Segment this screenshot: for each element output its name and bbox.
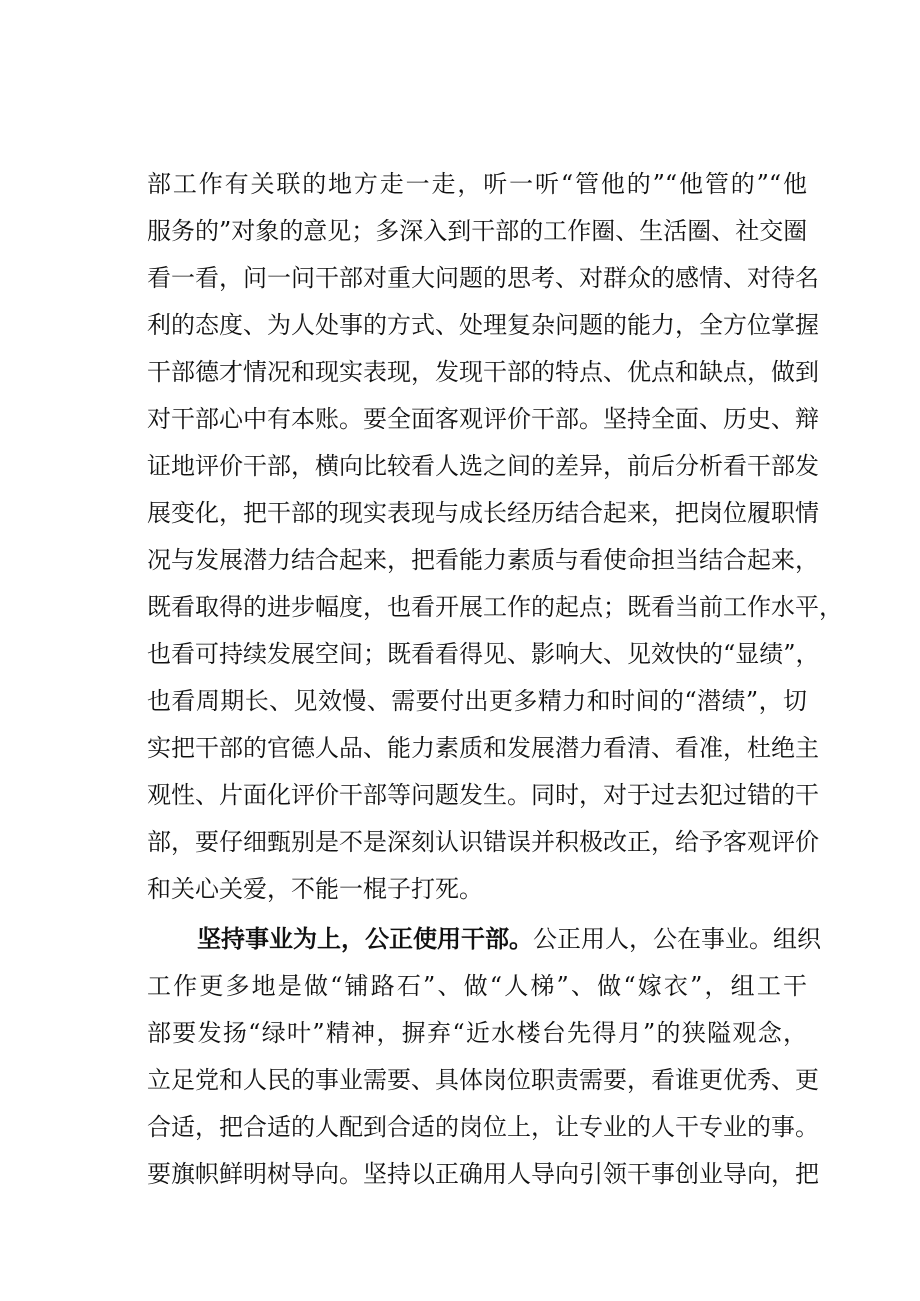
paragraph-2-first-line: [147, 916, 821, 963]
text-line: 要旗帜鲜明树导向。坚持以正确用人导向引领干事创业导向，把: [147, 1160, 819, 1188]
text-line: 利的态度、为人处事的方式、处理复杂问题的能力，全方位掌握: [147, 311, 819, 339]
text-line: 也看周期长、见效慢、需要付出更多精力和时间的“潜绩”，切: [147, 687, 807, 715]
text-line: 也看可持续发展空间；既看看得见、影响大、见效快的“显绩”，: [147, 640, 820, 668]
text-line: 对干部心中有本账。要全面客观评价干部。坚持全面、历史、辩: [147, 405, 819, 433]
body-text: [147, 161, 843, 1198]
paragraph-2: [147, 916, 821, 1198]
text-line: 部要发扬“绿叶”精神，摒弃“近水楼台先得月”的狭隘观念，: [147, 1019, 807, 1047]
text-line: 证地评价干部，横向比较看人选之间的差异，前后分析看干部发: [147, 452, 819, 480]
text-line: 观性、片面化评价干部等问题发生。同时，对于过去犯过错的干: [147, 781, 819, 809]
paragraph-1: [147, 161, 843, 913]
text-line: 况与发展潜力结合起来，把看能力素质与看使命担当结合起来，: [147, 546, 819, 574]
text-line: 服务的”对象的意见；多深入到干部的工作圈、生活圈、社交圈: [147, 217, 808, 245]
text-line: 既看取得的进步幅度，也看开展工作的起点；既看当前工作水平，: [147, 593, 843, 621]
text-line: 工作更多地是做“铺路石”、做“人梯”、做“嫁衣”，组工干: [147, 972, 807, 1000]
text-line: 和关心关爱，不能一棍子打死。: [147, 875, 483, 903]
text-line: 展变化，把干部的现实表现与成长经历结合起来，把岗位履职情: [147, 499, 819, 527]
text-line: 看一看，问一问干部对重大问题的思考、对群众的感情、对待名: [147, 264, 819, 292]
text-line: 立足党和人民的事业需要、具体岗位职责需要，看谁更优秀、更: [147, 1066, 819, 1094]
text-line: 部，要仔细甄别是不是深刻认识错误并积极改正，给予客观评价: [147, 828, 819, 856]
text-line: 合适，把合适的人配到合适的岗位上，让专业的人干专业的事。: [147, 1113, 819, 1141]
text-line: 部工作有关联的地方走一走，听一听“管他的”“他管的”“他: [147, 170, 807, 198]
text-line: 实把干部的官德人品、能力素质和发展潜力看清、看准，杜绝主: [147, 734, 819, 762]
text-line: 干部德才情况和现实表现，发现干部的特点、优点和缺点，做到: [147, 358, 819, 386]
text-span: 公正用人，公在事业。组织: [533, 925, 821, 953]
paragraph-heading: 坚持事业为上，公正使用干部。: [197, 925, 533, 953]
